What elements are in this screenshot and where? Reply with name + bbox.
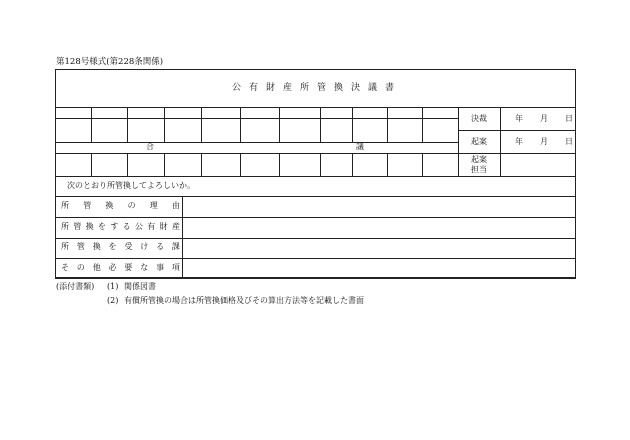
drafted-label: 起案	[471, 137, 487, 146]
label-char: 管	[76, 242, 85, 251]
consultation-char-left: 合	[146, 142, 154, 151]
decided-day: 日	[565, 114, 573, 123]
divider	[500, 107, 501, 176]
attachment-number: (1)	[107, 282, 119, 291]
label-char: を	[108, 242, 117, 251]
divider	[201, 153, 202, 176]
divider	[182, 196, 183, 279]
decided-year: 年	[515, 114, 523, 123]
divider	[320, 153, 321, 176]
divider	[55, 118, 458, 119]
divider	[320, 107, 321, 142]
divider	[127, 107, 128, 142]
divider	[458, 130, 576, 131]
row-label-receiving-section	[61, 243, 180, 251]
label-char: る	[156, 242, 165, 251]
label-char: る	[122, 222, 131, 231]
attachments-heading: (添付書類)	[56, 282, 95, 291]
divider	[91, 153, 92, 176]
label-char: 財	[159, 222, 168, 231]
divider	[279, 153, 280, 176]
divider	[55, 258, 576, 259]
label-char: の	[76, 263, 85, 272]
divider	[240, 153, 241, 176]
attachment-text: 有償所管換の場合は所管換価格及びその算出方法等を記載した書面	[124, 296, 364, 305]
label-char: 管	[83, 201, 92, 210]
drafted-month: 月	[540, 137, 548, 146]
label-char: な	[140, 263, 149, 272]
label-char: 換	[105, 201, 114, 210]
label-char: け	[140, 242, 149, 251]
divider	[279, 107, 280, 142]
label-char: 有	[147, 222, 156, 231]
divider	[240, 107, 241, 142]
label-char: 換	[92, 242, 101, 251]
row-label-property	[61, 223, 180, 231]
divider	[201, 107, 202, 142]
label-char: 管	[73, 222, 82, 231]
label-char: の	[127, 201, 136, 210]
decided-label: 決裁	[471, 114, 487, 123]
label-char: 換	[85, 222, 94, 231]
divider	[55, 107, 576, 108]
label-char: 理	[149, 201, 158, 210]
label-char: 所	[61, 222, 69, 231]
label-char: そ	[61, 263, 69, 272]
divider	[422, 153, 423, 176]
label-char: 他	[92, 263, 101, 272]
attachment-text: 関係図書	[124, 282, 156, 291]
divider	[352, 153, 353, 176]
attachment-number: (2)	[107, 296, 119, 305]
drafter-label-line2: 担当	[471, 165, 487, 174]
divider	[458, 107, 459, 176]
divider	[352, 107, 353, 142]
drafter-label-line1: 起案	[471, 155, 487, 164]
label-char: 産	[171, 222, 180, 231]
label-char: 公	[134, 222, 143, 231]
divider	[164, 107, 165, 142]
divider	[55, 238, 576, 239]
label-char: を	[97, 222, 106, 231]
label-char: 事	[156, 263, 165, 272]
label-char: 必	[108, 263, 117, 272]
divider	[55, 196, 576, 197]
document-title: 公有財産所管換決議書	[232, 83, 403, 93]
divider	[422, 107, 423, 142]
drafted-year: 年	[515, 137, 523, 146]
divider	[55, 142, 458, 143]
label-char: 課	[171, 242, 180, 251]
table-bottom-rule	[55, 277, 576, 279]
label-char: 所	[61, 201, 69, 210]
divider	[55, 176, 576, 177]
divider	[164, 153, 165, 176]
label-char: 由	[171, 201, 180, 210]
consultation-char-right: 議	[356, 142, 364, 151]
label-char: 項	[171, 263, 180, 272]
label-char: 要	[124, 263, 133, 272]
divider	[127, 153, 128, 176]
divider	[55, 217, 576, 218]
row-label-reason	[61, 202, 180, 210]
label-char: 受	[124, 242, 133, 251]
form-number: 第128号様式(第228条関係)	[56, 57, 164, 67]
decided-month: 月	[540, 114, 548, 123]
divider	[387, 107, 388, 142]
label-char: す	[110, 222, 119, 231]
row-label-other-items	[61, 264, 180, 272]
label-char: 所	[61, 242, 69, 251]
divider	[55, 153, 576, 154]
divider	[387, 153, 388, 176]
drafted-day: 日	[565, 137, 573, 146]
divider	[91, 107, 92, 142]
intro-text: 次のとおり所管換してよろしいか。	[67, 181, 195, 190]
